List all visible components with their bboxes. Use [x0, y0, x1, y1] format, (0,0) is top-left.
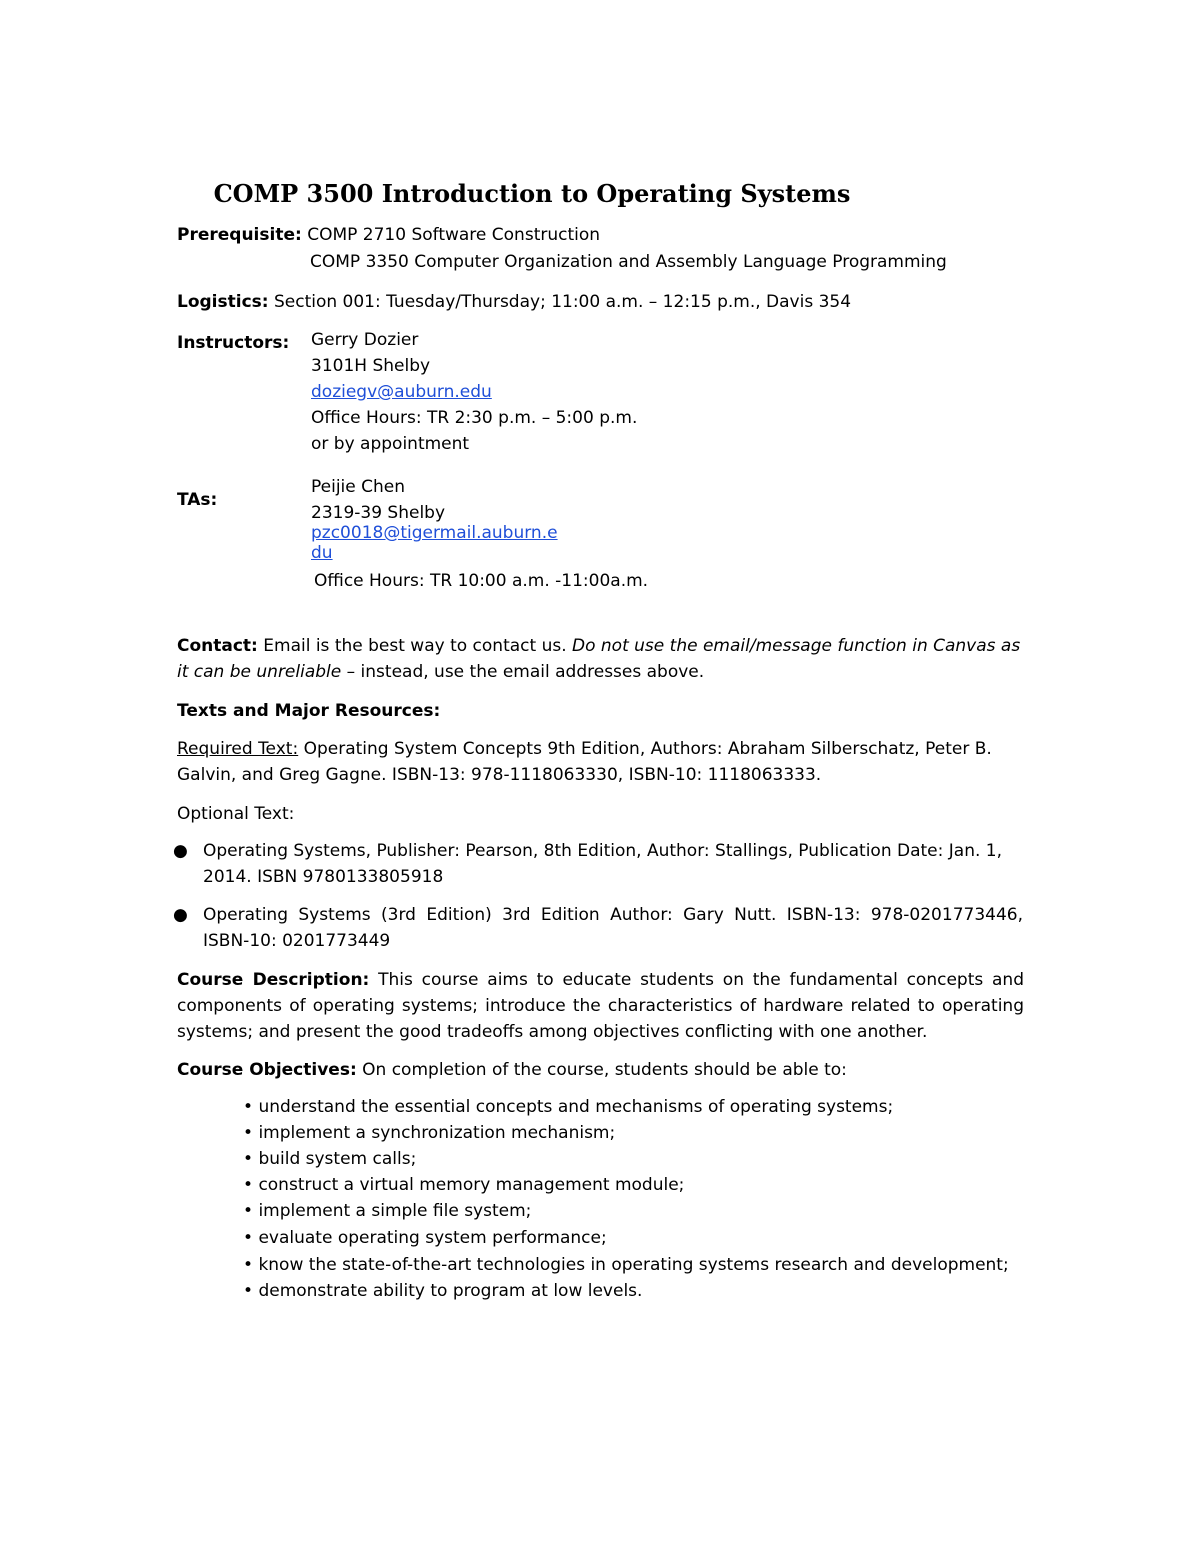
prerequisite-line1 [177, 222, 600, 248]
course-objectives-intro: On completion of the course, students should be able to: [362, 1060, 847, 1080]
instructor-email-link[interactable]: doziegv@auburn.edu [311, 382, 492, 402]
objective-item [243, 1146, 416, 1172]
instructor-appointment-note: or by appointment [311, 434, 470, 454]
objective-text: demonstrate ability to program at low levels. [258, 1281, 643, 1301]
objective-bullet: • [243, 1281, 254, 1301]
ta-hours-label: Office Hours: [314, 571, 425, 591]
tas-label: TAs: [177, 490, 218, 510]
optional-item-2: Operating Systems (3rd Edition) 3rd Edition Author: Gary Nutt. ISBN-13: 978-0201773446, ISBN-10: 0201773449 [203, 905, 1023, 951]
objective-item [243, 1120, 615, 1146]
prerequisite-course-2: COMP 3350 Computer Organization and Assembly Language Programming [310, 252, 947, 272]
objective-item [243, 1198, 531, 1224]
required-text-label: Required Text: [177, 739, 299, 759]
logistics-label: Logistics: [177, 292, 269, 312]
objective-bullet: • [243, 1228, 254, 1248]
instructor-hours-value: TR 2:30 p.m. – 5:00 p.m. [426, 408, 638, 428]
objective-text: evaluate operating system performance; [258, 1228, 607, 1248]
contact-label: Contact: [177, 636, 258, 656]
objective-item [243, 1094, 893, 1120]
course-description-paragraph [177, 967, 1024, 1045]
optional-bullet-2: ● [173, 905, 188, 925]
objective-text: build system calls; [258, 1149, 417, 1169]
objective-bullet: • [243, 1201, 254, 1221]
prerequisite-label: Prerequisite: [177, 225, 302, 245]
prerequisite-course-1: COMP 2710 Software Construction [307, 225, 601, 245]
course-description-label: Course Description: [177, 970, 370, 990]
texts-heading: Texts and Major Resources: [177, 701, 441, 721]
objective-text: implement a simple file system; [258, 1201, 532, 1221]
instructors-label: Instructors: [177, 333, 290, 353]
objective-text: know the state-of-the-art technologies in operating systems research and development; [258, 1255, 1009, 1275]
ta-hours-value: TR 10:00 a.m. -11:00a.m. [429, 571, 649, 591]
contact-instead: – instead, use the email addresses above. [346, 662, 705, 682]
optional-bullet-1: ● [173, 841, 188, 861]
objective-item [243, 1225, 607, 1251]
page-title: COMP 3500 Introduction to Operating Systems [213, 179, 851, 208]
objective-text: construct a virtual memory management module; [258, 1175, 685, 1195]
ta-office: 2319-39 Shelby [311, 503, 446, 523]
logistics-line [177, 289, 851, 315]
objective-bullet: • [243, 1149, 254, 1169]
contact-text: Email is the best way to contact us. [263, 636, 567, 656]
ta-email-link-line1[interactable]: pzc0018@tigermail.auburn.e [311, 523, 558, 543]
course-objectives-line [177, 1057, 847, 1083]
objective-bullet: • [243, 1097, 254, 1117]
instructor-name: Gerry Dozier [311, 330, 419, 350]
objective-text: understand the essential concepts and mechanisms of operating systems; [258, 1097, 894, 1117]
course-objectives-label: Course Objectives: [177, 1060, 357, 1080]
logistics-text: Section 001: Tuesday/Thursday; 11:00 a.m. – 12:15 p.m., Davis 354 [273, 292, 852, 312]
ta-email-link-line2[interactable]: du [311, 543, 333, 563]
required-text-body: Operating System Concepts 9th Edition, Authors: Abraham Silberschatz, Peter B. Galvin, and Greg Gagne. ISBN-13: 978-1118063330, ISBN-10: 1118063333. [177, 739, 992, 785]
objective-text: implement a synchronization mechanism; [258, 1123, 616, 1143]
instructor-hours [311, 405, 637, 431]
ta-hours [314, 568, 648, 594]
optional-text-label: Optional Text: [177, 804, 295, 824]
optional-item-1: Operating Systems, Publisher: Pearson, 8th Edition, Author: Stallings, Publication Date: Jan. 1, 2014. ISBN 9780133805918 [203, 841, 1002, 887]
objective-bullet: • [243, 1175, 254, 1195]
ta-name: Peijie Chen [311, 477, 406, 497]
contact-warning: Do not use the email/message function in Canvas as it can be unreliable [177, 636, 1021, 682]
objective-item [243, 1172, 684, 1198]
course-description-text: This course aims to educate students on the fundamental concepts and components of operating systems; introduce the characteristics of hardware related to operating systems; and present the good tradeoffs among objectives conflicting with one another. [177, 970, 1024, 1042]
objective-item [243, 1278, 642, 1304]
contact-paragraph [177, 633, 1024, 685]
objective-item [243, 1252, 1009, 1278]
instructor-office: 3101H Shelby [311, 356, 431, 376]
instructor-hours-label: Office Hours: [311, 408, 422, 428]
required-text-paragraph [177, 736, 1024, 788]
objective-bullet: • [243, 1123, 254, 1143]
objective-bullet: • [243, 1255, 254, 1275]
